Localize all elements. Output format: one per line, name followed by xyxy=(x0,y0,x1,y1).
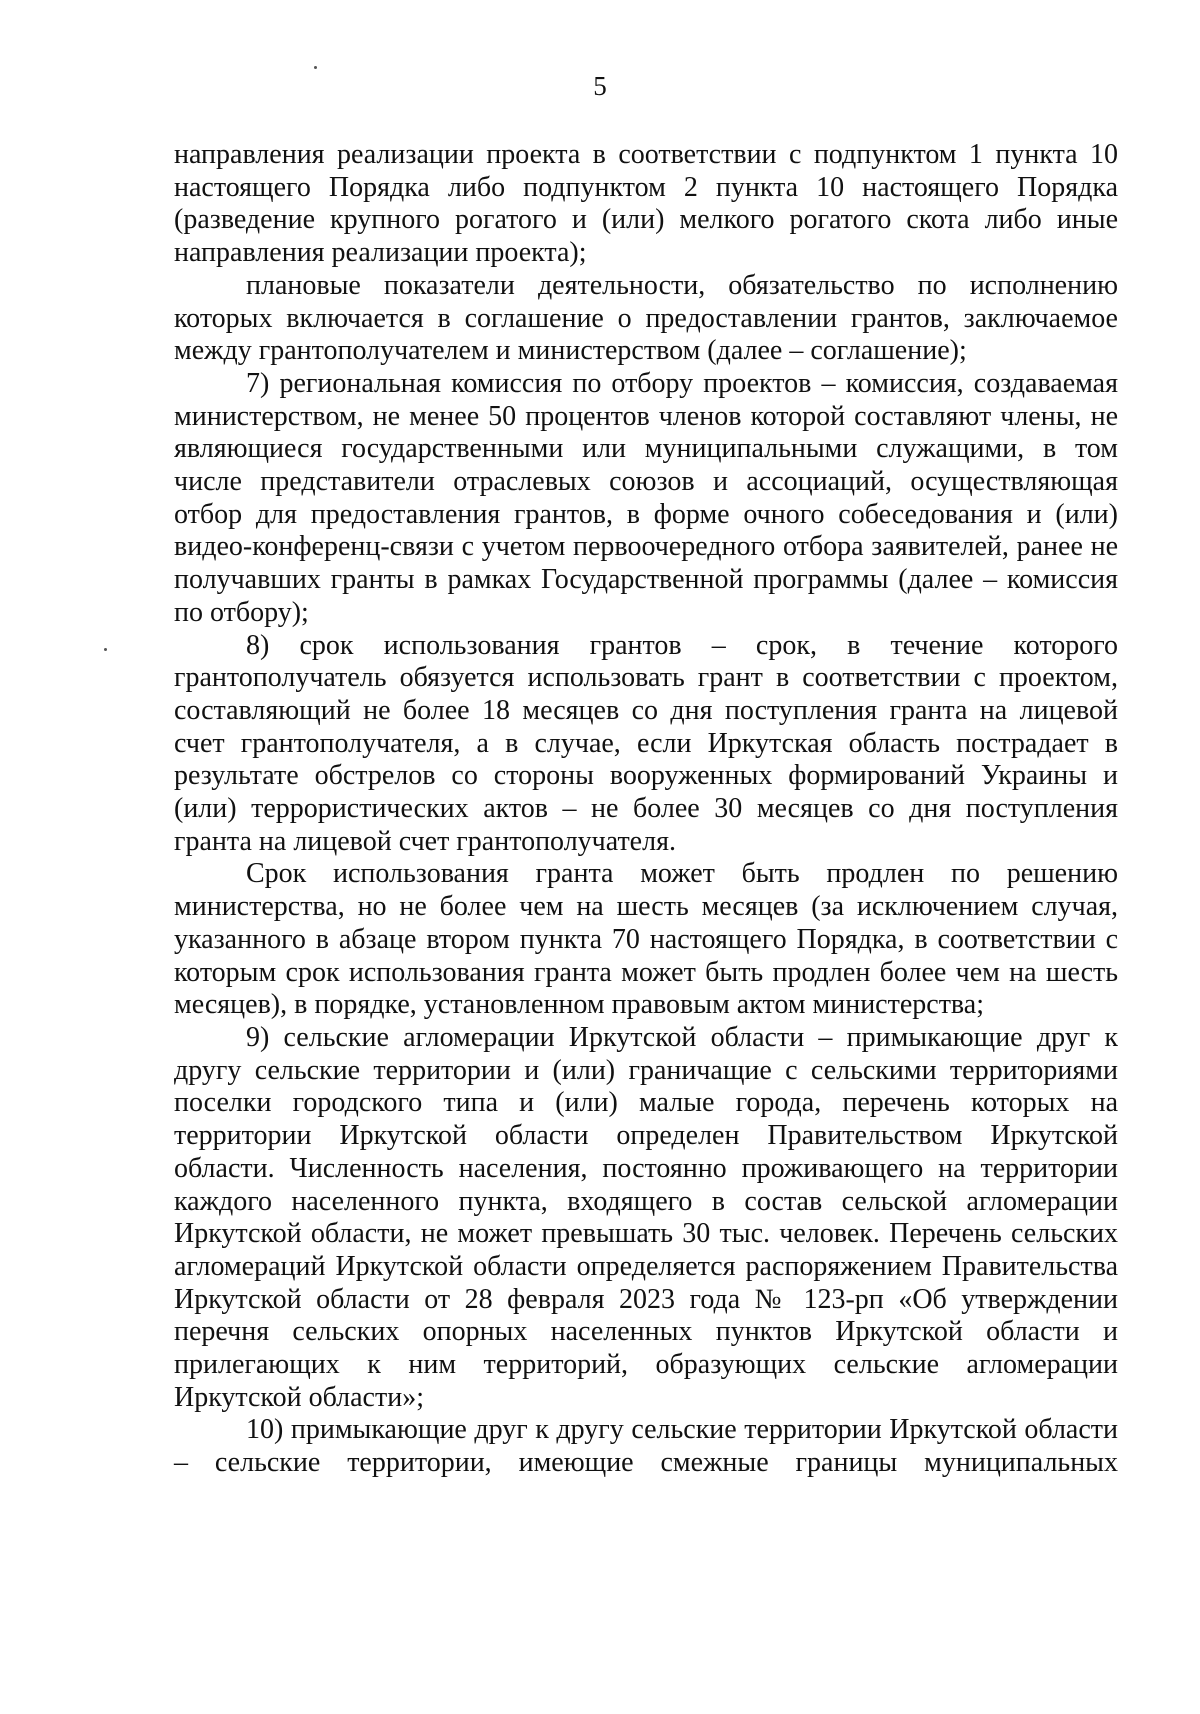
paragraph-item-7-commission: 7) региональная комиссия по отбору проектов – комиссия, создаваемая министерством, не менее 50 процентов членов которой составляют члены, не являющиеся государственными или муниципальными служащими, в том числе представители отраслевых союзов и ассоциаций, осуществляющая отбор для предоставления грантов, в форме очного собеседования и (или) видео-конференц-связи с учетом первоочередного отбора заявителей, ранее не получавших гранты в рамках Государственной программы (далее – комиссия по отбору); xyxy=(174,367,1118,628)
paragraph-item-8-grant-term: 8) срок использования грантов – срок, в течение которого грантополучатель обязуется использовать грант в соответствии с проектом, составляющий не более 18 месяцев со дня поступления гранта на лицевой счет грантополучателя, а в случае, если Иркутская область пострадает в результате обстрелов со стороны вооруженных формирований Украины и (или) террористических актов – не более 30 месяцев со дня поступления гранта на лицевой счет грантополучателя. xyxy=(174,629,1118,857)
document-body xyxy=(174,139,1118,1480)
paragraph-planned-indicators: плановые показатели деятельности, обязательство по исполнению которых включается в соглашение о предоставлении грантов, заключаемое между грантополучателем и министерством (далее – соглашение); xyxy=(174,269,1118,367)
paragraph-item-10-adjacent-territories: 10) примыкающие друг к другу сельские территории Иркутской области – сельские территории, имеющие смежные границы муниципальных xyxy=(174,1414,1118,1479)
paragraph-item-9-agglomerations: 9) сельские агломерации Иркутской области – примыкающие друг к другу сельские территории и (или) граничащие с сельскими территориями поселки городского типа и (или) малые города, перечень которых на территории Иркутской области определен Правительством Иркутской области. Численность населения, постоянно проживающего на территории каждого населенного пункта, входящего в состав сельской агломерации Иркутской области, не может превышать 30 тыс. человек. Перечень сельских агломераций Иркутской области определяется распоряжением Правительства Иркутской области от 28 февраля 2023 года № 123-рп «Об утверждении перечня сельских опорных населенных пунктов Иркутской области и прилегающих к ним территорий, образующих сельские агломерации Иркутской области»; xyxy=(174,1021,1118,1413)
page-number: 5 xyxy=(593,71,607,101)
scan-speck xyxy=(314,66,317,69)
paragraph-term-extension: Срок использования гранта может быть продлен по решению министерства, но не более чем на шесть месяцев (за исключением случая, указанного в абзаце втором пункта 70 настоящего Порядка, в соответствии с которым срок использования гранта может быть продлен более чем на шесть месяцев), в порядке, установленном правовым актом министерства; xyxy=(174,858,1118,1021)
scan-speck xyxy=(104,648,107,651)
paragraph-project-directions: направления реализации проекта в соответствии с подпунктом 1 пункта 10 настоящего Порядка либо подпунктом 2 пункта 10 настоящего Порядка (разведение крупного рогатого и (или) мелкого рогатого скота либо иные направления реализации проекта); xyxy=(174,139,1118,269)
